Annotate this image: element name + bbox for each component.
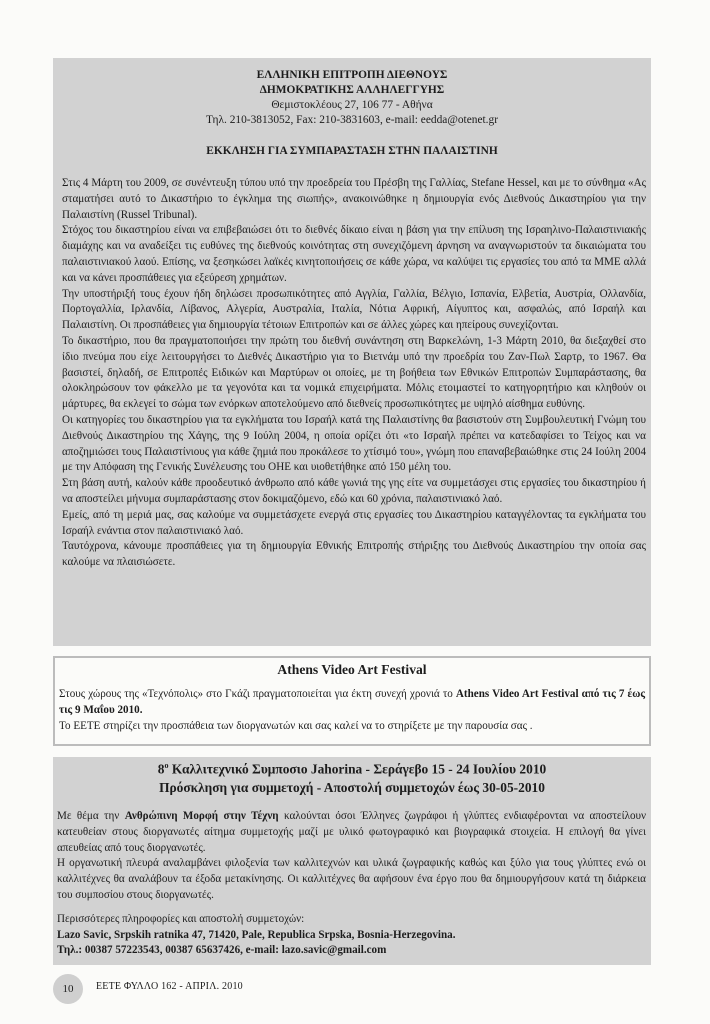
page-number-badge: 10 <box>53 974 83 1004</box>
contact-phone-email: Τηλ.: 00387 57223543, 00387 65637426, e-mail: lazo.savic@gmail.com <box>57 944 387 957</box>
art-symposium-section <box>53 757 651 965</box>
paragraph <box>59 687 645 719</box>
palestine-appeal-section <box>53 58 651 646</box>
organization-header <box>53 68 651 128</box>
video-art-festival-body <box>59 687 645 734</box>
org-contact: Τηλ. 210-3813052, Fax: 210-3831603, e-mail: eedda@otenet.gr <box>205 114 498 126</box>
video-art-festival-title: Athens Video Art Festival <box>277 662 427 677</box>
ordinal-suffix: ο <box>164 761 169 770</box>
paragraph <box>57 809 646 856</box>
text-run: Με θέμα την <box>57 810 125 822</box>
paragraph: Οι κατηγορίες του δικαστηρίου για τα εγκλήματα του Ισραήλ κατά της Παλαιστίνης θα βασιστούν στη Συμβουλευτική Γνώμη του Διεθνούς Δικαστηρίου της Χάγης, της 9 Ιούλη 2004, η οποία ορίζει ότι «το Ισραήλ πρέπει να κατεδαφίσει το Τείχος και να αποζημιώσει τους Παλαιστίνιους για κάθε ζημιά που προκάλεσε το χτίσιμό του», γνώμη που επαναβεβαιώθηκε στις 24 Ιούλη 2004 με την Απόφαση της Γενικής Συνέλευσης του ΟΗΕ και υιοθετήθηκε από 150 μέλη του. <box>62 413 646 474</box>
paragraph: Εμείς, από τη μεριά μας, σας καλούμε να συμμετάσχετε ενεργά στις εργασίες του Δικαστηρίου καταγγέλοντας τα εγκλήματα του Ισραήλ ενάντια στον παλαιστινιακό λαό. <box>62 508 646 537</box>
paragraph: Στις 4 Μάρτη του 2009, σε συνέντευξη τύπου υπό την προεδρεία του Πρέσβη της Γαλλίας, Stefane Hessel, και με το σύνθημα «Ας σταματήσει αυτό το Δικαστήριο το έγκλημα της σιωπής», ανακοινώθηκε η δημιουργία ενός Διεθνούς Δικαστηρίου για την Παλαιστίνη (Russel Tribunal). <box>62 177 646 221</box>
symposium-title <box>53 761 651 777</box>
paragraph: Η οργανωτική πλευρά αναλαμβάνει φιλοξενία των καλλιτεχνών και υλικά ζωγραφικής καθώς και ξύλο για τους γλύπτες ενώ οι καλλιτέχνες θα αναλάβουν τα έξοδα μετακίνησης. Οι καλλιτέχνες θα αφήσουν ένα έργο που θα δημιουργήσουν κατά τη διάρκεια του συμποσίου στους διοργανωτές. <box>57 857 646 901</box>
palestine-appeal-body <box>62 176 646 571</box>
symposium-subtitle: Πρόσκληση για συμμετοχή - Αποστολή συμμετοχών έως 30-05-2010 <box>159 780 545 795</box>
text-run: Στους χώρους της «Τεχνόπολις» στο Γκάζι πραγματοποιείται για έκτη συνεχή χρονιά το <box>59 688 456 700</box>
text-run: καλούνται όσοι Έλληνες ζωγράφοι ή γλύπτες ενδιαφέρονται να αποστείλουν κατευθείαν στους διοργανωτές αίτημα συμμετοχής μαζί με υλικό φωτογραφικό και βιογραφικά στοιχεία. Η επιλογή θα γίνει απευθείας από τους διοργανωτές. <box>57 810 647 854</box>
org-name-line1: ΕΛΛΗΝΙΚΗ ΕΠΙΤΡΟΠΗ ΔΙΕΘΝΟΥΣ <box>256 69 448 81</box>
paragraph: Ταυτόχρονα, κάνουμε προσπάθειες για τη δημιουργία Εθνικής Επιτροπής στήριξης του Διεθνούς Δικαστηρίου την οποία σας καλούμε να πλαισιώσετε. <box>62 540 646 569</box>
text-run: 8 <box>157 761 165 777</box>
paragraph: Στη βάση αυτή, καλούν κάθε προοδευτικό άνθρωπο από κάθε γωνιά της γης είτε να συμμετάσχει στις εργασίες του δικαστηρίου ή να αποστείλει μήνυμα συμπαράστασης στον δοκιμαζόμενο, εδώ και 60 χρόνια, παλαιστινιακό λαό. <box>62 477 646 505</box>
festival-dates: Athens Video Art Festival από τις 7 έως τις 9 Μαΐου 2010. <box>59 688 646 716</box>
spacer <box>57 904 646 912</box>
paragraph: Το ΕΕΤΕ στηρίζει την προσπάθεια των διοργανωτών και σας καλεί να το στηρίξετε με την παρουσία σας . <box>59 719 533 732</box>
paragraph: Την υποστήριξή τους έχουν ήδη δηλώσει προσωπικότητες από Αγγλία, Γαλλία, Βέλγιο, Ισπανία, Ελβετία, Αυστρία, Ολλανδία, Πορτογαλλία, Ιρλανδία, Λίβανος, Αλγερία, Αυστραλία, Ιταλία, Νότια Αφρική, Αίγυπτος και, ασφαλώς, από Ισραήλ και Παλαιστίνη. Οι προσπάθειες για δημιουργία τέτοιων Επιτροπών και σε άλλες χώρες και ηπείρους συνεχίζονται. <box>62 287 646 332</box>
org-name-line2: ΔΗΜΟΚΡΑΤΙΚΗΣ ΑΛΛΗΛΕΓΓΥΗΣ <box>259 84 445 96</box>
video-art-festival-section <box>53 656 651 746</box>
text-run: Καλλιτεχνικό Συμποσιο Jahorina - Σεράγεβο 15 - 24 Ιουλίου 2010 <box>168 761 547 777</box>
palestine-appeal-title: ΕΚΚΛΗΣΗ ΓΙΑ ΣΥΜΠΑΡΑΣΤΑΣΗ ΣΤΗΝ ΠΑΛΑΙΣΤΙΝΗ <box>206 145 498 157</box>
contact-address: Lazo Savic, Srpskih ratnika 47, 71420, Pale, Republica Srpska, Bosnia-Herzegovina. <box>57 928 456 941</box>
paragraph: Το δικαστήριο, που θα πραγματοποιήσει την πρώτη του διεθνή συνάντηση στη Βαρκελώνη, 1-3 Μάρτη 2010, θα διεξαχθεί στο ίδιο πνεύμα που είχε λειτουργήσει το Διεθνές Δικαστήριο για το Βιετνάμ υπό την προεδρία του Ζαν-Πωλ Σαρτρ, το 1967. Θα βασιστεί, δηλαδή, σε Επιτροπές Ειδικών και Μαρτύρων οι οποίες, με τη βοήθεια των Εθνικών Επιτροπών Συμπαράστασης, θα ολοκληρώσουν τον φάκελλο με τα γεγονότα και τα νομικά επιχειρήματα. Μόλις ετοιμαστεί το κατηγορητήριο και κληθούν οι μάρτυρες, θα εκλεγεί το σώμα των ενόρκων αποτελούμενο από διεθνείς προσωπικότητες με υψηλό αίσθημα ευθύνης. <box>62 334 646 411</box>
symposium-body <box>57 809 646 959</box>
theme-name: Ανθρώπινη Μορφή στην Τέχνη <box>124 810 279 822</box>
paragraph: Περισσότερες πληροφορίες και αποστολή συμμετοχών: <box>57 912 305 925</box>
paragraph: Στόχος του δικαστηρίου είναι να επιβεβαιώσει ότι το διεθνές δίκαιο είναι η βάση για την επίλυση της Ισραηλινο-Παλαιστινιακής διαμάχης και να αναδείξει τις ευθύνες της διεθνούς κοινότητας στη συνεχιζόμενη άρνηση να αναγνωριστούν τα δικαιώματα του παλαιστινιακού λαού. Επίσης, να ξεσηκώσει λαϊκές κινητοποιήσεις σε κάθε χώρα, να καλύψει τις εργασίες του από τα ΜΜΕ αλλά και να κάνει προσπάθειες για εξεύρεση χρημάτων. <box>62 224 646 284</box>
org-address: Θεμιστοκλέους 27, 106 77 - Αθήνα <box>271 99 433 111</box>
footer-issue-text: ΕΕΤΕ ΦΥΛΛΟ 162 - ΑΠΡΙΛ. 2010 <box>96 981 243 992</box>
